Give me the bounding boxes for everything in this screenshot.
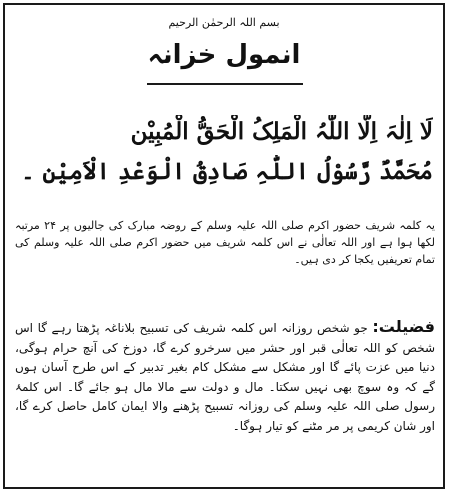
virtue-label: فضیلت: (372, 317, 435, 336)
title-underline (147, 83, 303, 85)
document-card (3, 3, 445, 489)
kalima-line-2: مُحَمَّدٌ رَّسُوْلُ اللّٰہِ صَادِقُ الْوَعْدِ الْاَمِیْن ۔ (21, 158, 433, 185)
intro-paragraph: یہ کلمہ شریف حضور اکرم صلی اللہ علیہ وسلم کے روضہ مبارک کی جالیوں پر ۲۴ مرتبہ لکھا ہوا ہے اور اللہ تعالٰی نے اس کلمہ شریف میں حضور اکرم صلی اللہ علیہ وسلم کی تمام تعریفیں یکجا کر دی ہیں۔ (15, 219, 435, 266)
virtue-text: جو شخص روزانہ اس کلمہ شریف کی تسبیح بلاناغہ پڑھتا رہے گا اس شخص کو اللہ تعالٰی قبر اور حشر میں سرخرو کرے گا، دوزخ کی آنچ حرام ہوگی، دنیا میں عزت پائے گا اور مشکل سے مشکل کام بغیر تدبیر کے اس طرح آسان ہوں گے کہ وہ سوچ بھی نہیں سکتا۔ مال و دولت سے مالا مال ہو جائے گا۔ اس کلمۂ رسول صلی اللہ علیہ وسلم کی روزانہ تسبیح پڑھنے والا ایمان کامل حاصل کرے گا، اور شان کریمی پر مر مٹنے کو تیار ہوگا۔ (15, 321, 435, 433)
virtue-paragraph (15, 317, 435, 437)
kalima-line-1: لَا اِلٰہَ اِلَّا اللّٰہُ الْمَلِکُ الْحَقُّ الْمُبِیْن (130, 118, 433, 145)
page-title: انمول خزانہ (147, 40, 301, 70)
bismillah-heading: بسم اللہ الرحمٰن الرحیم (168, 16, 280, 29)
